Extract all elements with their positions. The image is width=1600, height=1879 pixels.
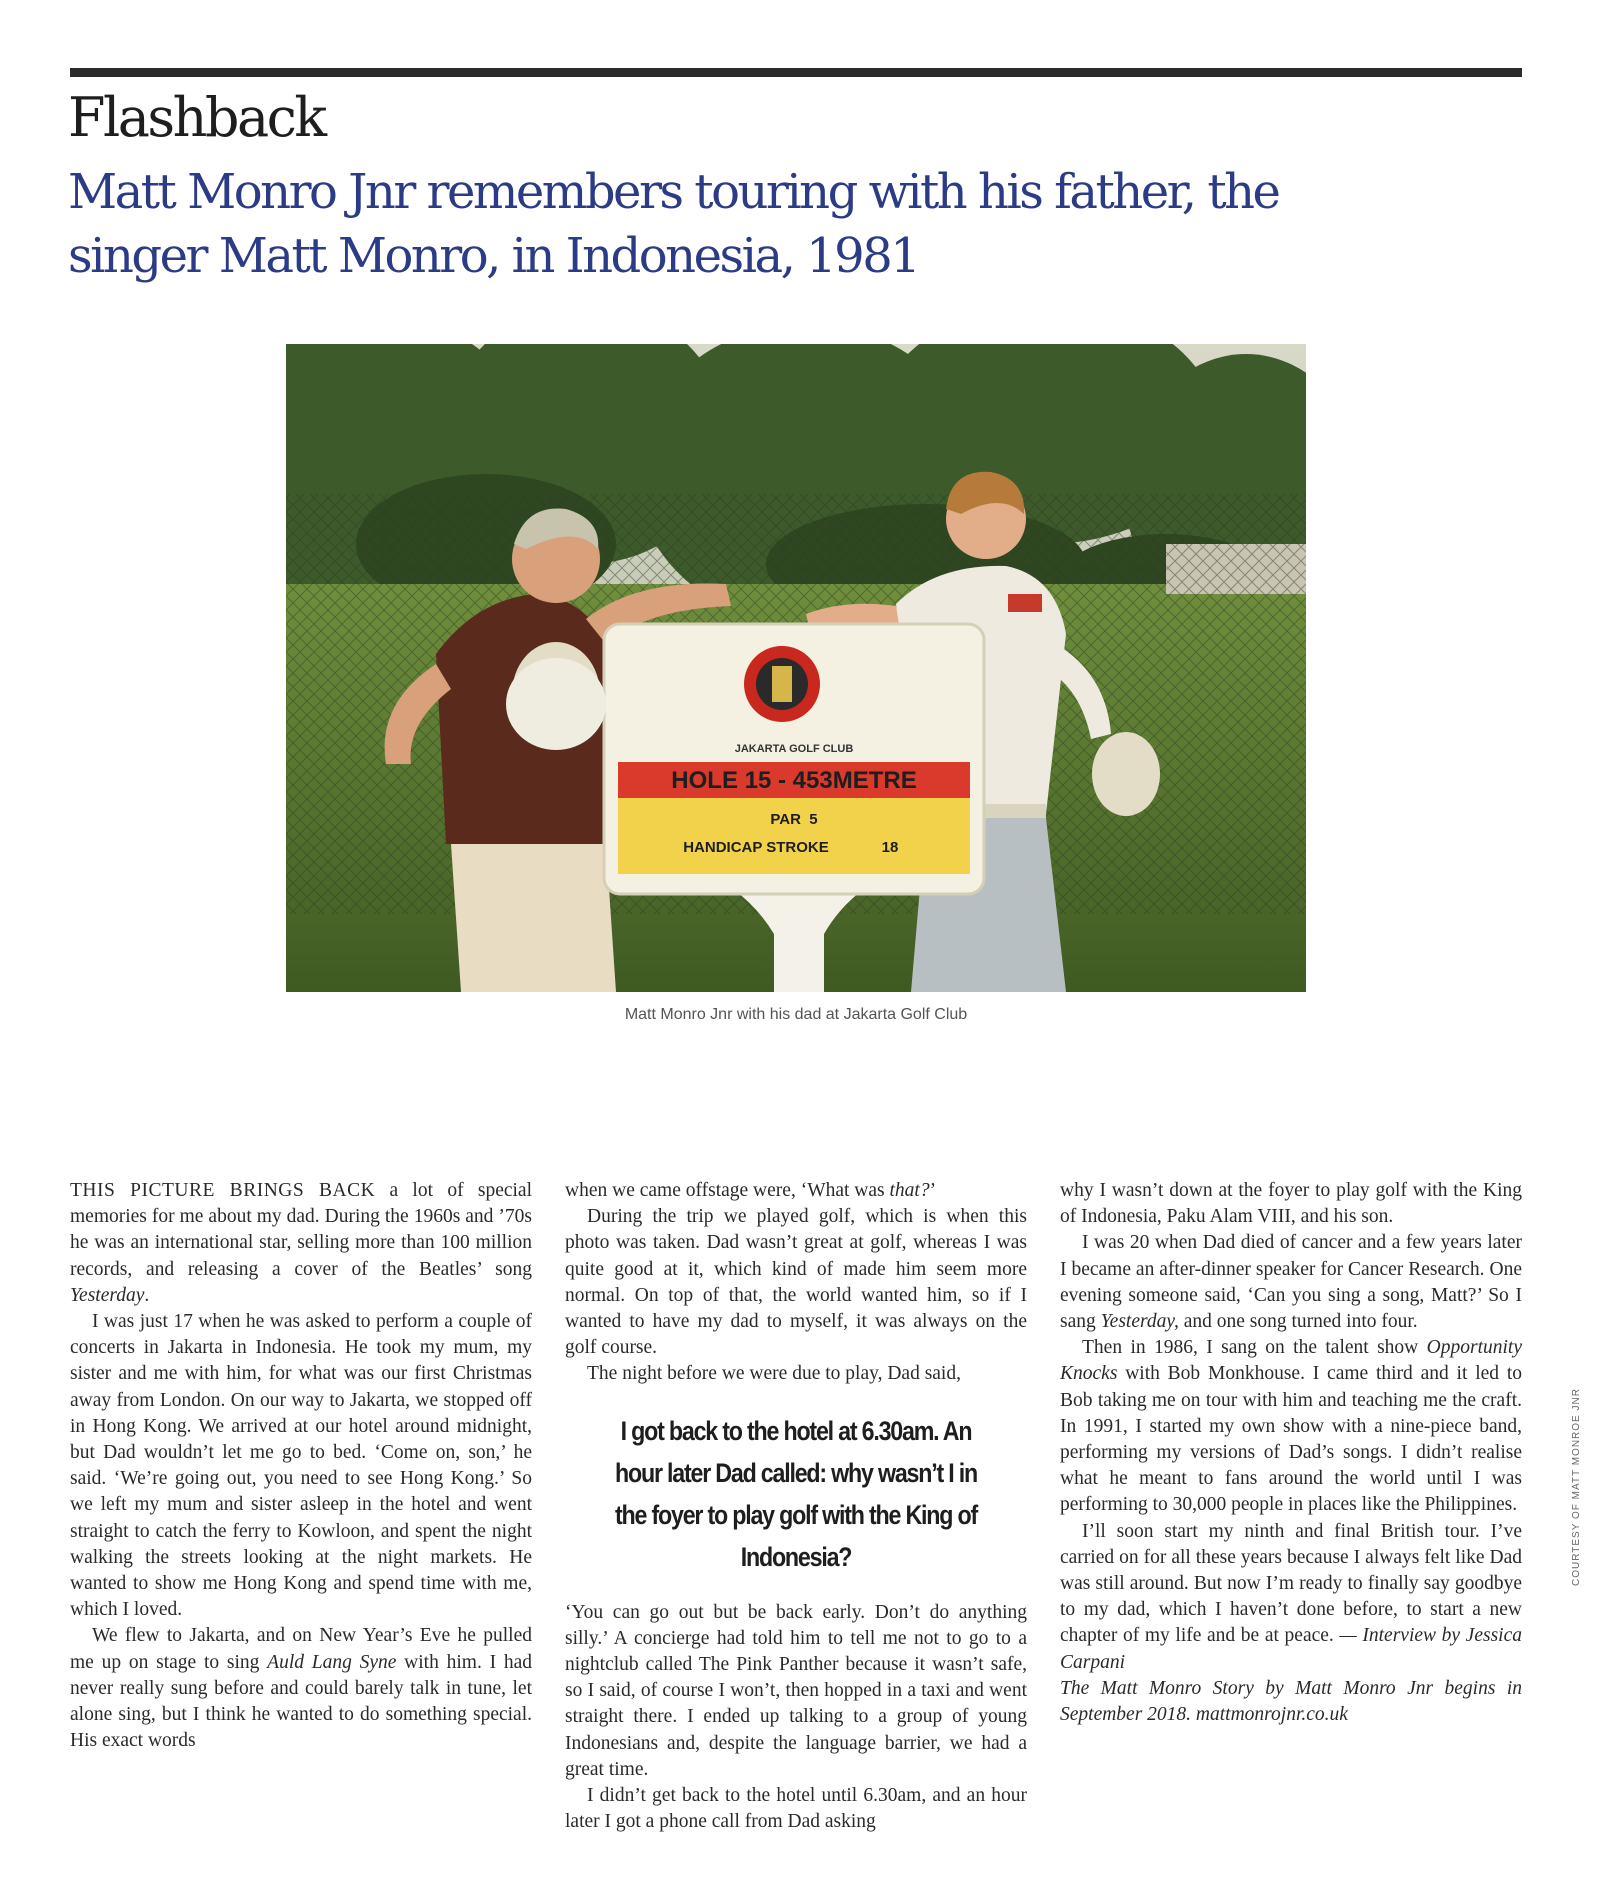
article-column-2: [565, 1178, 1027, 1835]
book-footnote: [1060, 1676, 1522, 1728]
paragraph: [1060, 1230, 1522, 1335]
paragraph: why I wasn’t down at the foyer to play golf with the King of Indonesia, Paku Alam VIII, and his son.: [1060, 1180, 1522, 1228]
text-run: I’ll soon start my ninth and final British tour. I’ve carried on for all these years because I always felt like Dad was still around. But now I’m ready to finally say goodbye to my dad, which I haven’t done before, to start a new chapter of my life and be at peace.: [1060, 1520, 1522, 1647]
song-title: Auld Lang Syne: [267, 1651, 397, 1673]
text-run: a lot of special memories for me about my dad. During the 1960s and ’70s he was an international star, selling more than 100 million records, and releasing a cover of the Beatles’ song: [70, 1180, 532, 1280]
text-run: I was 20 when Dad died of cancer and a few years later I became an after-dinner speaker for Cancer Research. One evening someone said, ‘Can you sing a song, Matt?’ So I sang: [1060, 1232, 1522, 1333]
text-run: when we came offstage were, ‘What was: [565, 1180, 890, 1201]
show-title: Opportunity Knocks: [1060, 1337, 1522, 1385]
footnote-text: The Matt Monro Story by Matt Monro Jnr begins in September 2018. mattmonrojnr.co.uk: [1060, 1677, 1522, 1726]
song-title: Yesterday,: [1100, 1311, 1179, 1333]
sign-handicap-value: 18: [881, 839, 899, 856]
emphasis: that?: [889, 1180, 930, 1201]
song-title: Yesterday: [70, 1284, 145, 1306]
article-column-1: [70, 1178, 532, 1754]
pull-quote: I got back to the hotel at 6.30am. An hour later Dad called: why wasn’t I in the foyer to play golf with the King of Indonesia?: [615, 1415, 977, 1572]
text-run: .: [144, 1284, 150, 1306]
byline: — Interview by Jessica Carpani: [1060, 1625, 1522, 1673]
text-run: with him. I had never really sung before and could barely talk in tune, let alone sing, but I think he wanted to do something special. His exact words: [70, 1651, 533, 1752]
paragraph: I didn’t get back to the hotel until 6.30am, and an hour later I got a phone call from Dad asking: [565, 1785, 1027, 1833]
paragraph: The night before we were due to play, Dad said,: [587, 1363, 961, 1385]
sign-club-text: JAKARTA GOLF CLUB: [734, 743, 854, 755]
sign-par-text: PAR 5: [770, 811, 818, 828]
cap-shape: [506, 658, 606, 750]
photo-caption: Matt Monro Jnr with his dad at Jakarta Golf Club: [624, 1006, 968, 1023]
text-run: and one song turned into four.: [1178, 1311, 1418, 1333]
paragraph: [70, 1623, 532, 1754]
paragraph: [1060, 1519, 1522, 1676]
paragraph: I was just 17 when he was asked to perform a couple of concerts in Jakarta in Indonesia. He took my mum, my sister and me with him, for what was our first Christmas away from London. On our way to Jakarta, we stopped off in Hong Kong. We arrived at our hotel around midnight, but Dad wouldn’t let me go to bed. ‘Come on, son,’ he said. ‘We’re going out, you need to see Hong Kong.’ So we left my mum and sister asleep in the hotel and went straight to catch the ferry to Kowloon, and spent the night walking the streets looking at the night markets. He wanted to show me Hong Kong and spend time with me, which I loved.: [70, 1311, 532, 1621]
paragraph: [70, 1178, 532, 1309]
photo-credit: COURTESY OF MATT MONROE JNR: [1571, 1388, 1582, 1586]
article-photo: [286, 344, 1306, 992]
text-run: with Bob Monkhouse. I came third and it led to Bob taking me on tour with him and teaching me the craft. In 1991, I started my own show with a nine-piece band, performing my versions of Dad’s songs. I didn’t realise what he meant to fans around the world until I was performing to 30,000 people in places like the Philippines.: [1060, 1363, 1522, 1516]
sign-handicap-text: HANDICAP STROKE: [683, 839, 829, 856]
text-run: ’: [929, 1180, 937, 1201]
section-title: Flashback: [68, 86, 325, 149]
text-run: We flew to Jakarta, and on New Year’s Eve he pulled me up on stage to sing: [70, 1625, 532, 1673]
paragraph: [565, 1178, 1027, 1204]
sign-hole-text: HOLE 15 - 453METRE: [671, 767, 917, 794]
top-rule: [70, 68, 1522, 77]
article-column-3: [1060, 1178, 1522, 1728]
headline: Matt Monro Jnr remembers touring with his father, the singer Matt Monro, in Indonesia, 1981: [68, 164, 1279, 284]
text-run: Then in 1986, I sang on the talent show: [1082, 1337, 1427, 1359]
paragraph: ‘You can go out but be back early. Don’t do anything silly.’ A concierge had told him to tell me not to go to a nightclub called The Pink Panther because it wasn’t safe, so I said, of course I won’t, then hopped in a taxi and went straight there. I ended up talking to a group of young Indonesians and, despite the language barrier, we had a great time.: [565, 1601, 1027, 1780]
paragraph: During the trip we played golf, which is when this photo was taken. Dad wasn’t great at golf, whereas I was quite good at it, which kind of made him seem more normal. On top of that, the world wanted him, so if I wanted to have my dad to myself, it was always on the golf course.: [565, 1206, 1027, 1359]
paragraph: [1060, 1335, 1522, 1518]
lead-in: THIS PICTURE BRINGS BACK: [70, 1180, 376, 1201]
